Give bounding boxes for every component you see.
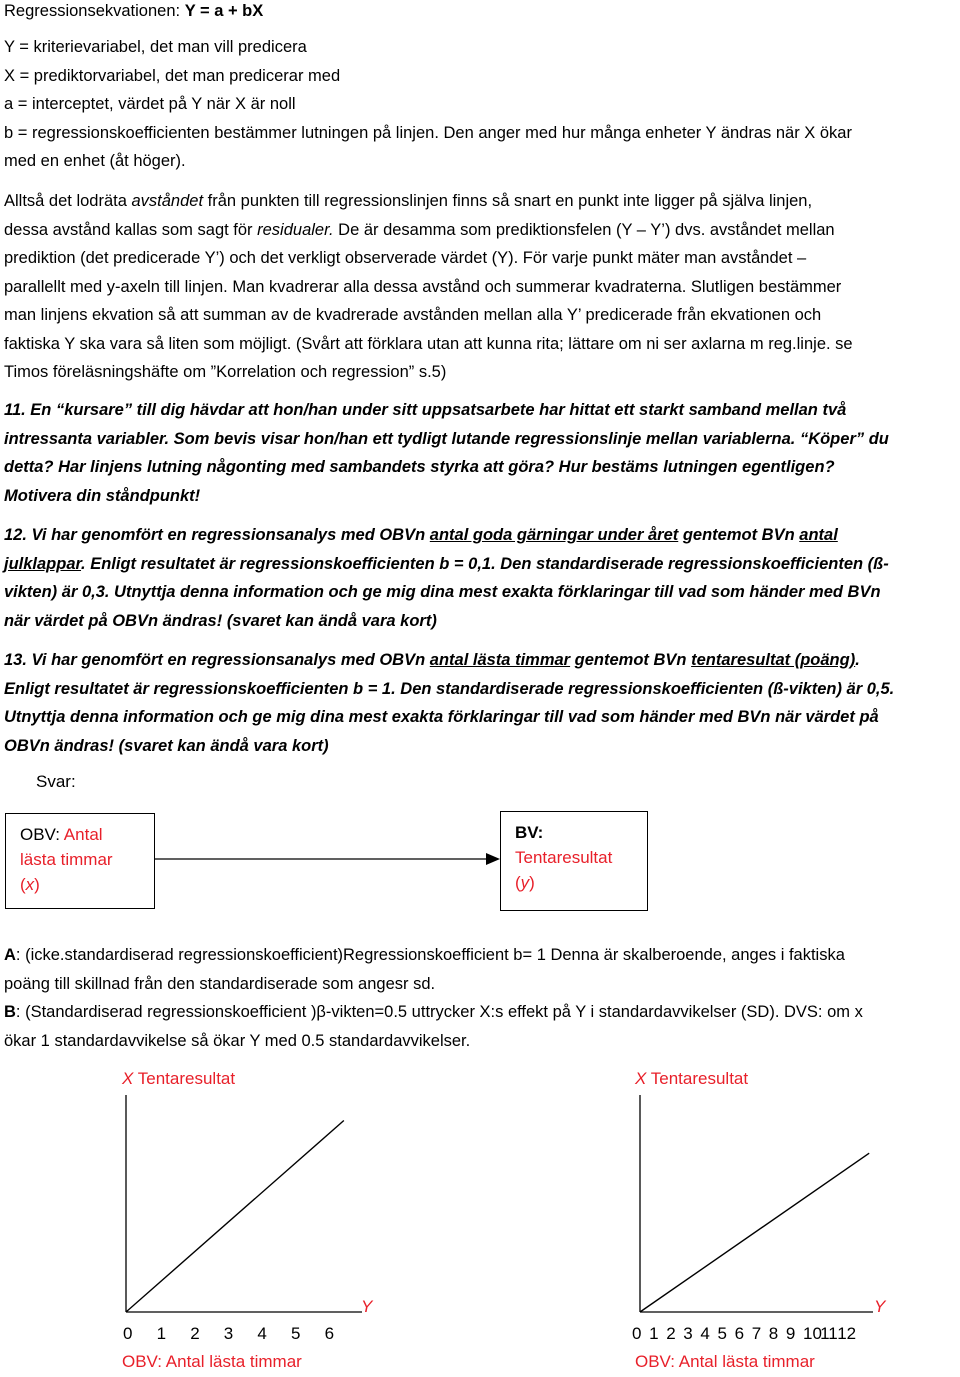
- chart1-tick-label: 5: [291, 1324, 301, 1343]
- definition-y: Y = kriterievariabel, det man vill predicera: [4, 38, 307, 56]
- explanation-b-line-1: B: (Standardiserad regressionskoefficient )β-vikten=0.5 uttrycker X:s effekt på Y i standardavvikelser (SD). DVS: om x: [4, 1003, 863, 1021]
- chart1-x-axis-var: Y: [361, 1297, 373, 1316]
- residual-line-1: Alltså det lodräta avståndet från punkten till regressionslinjen finns så snart en punkt inte ligger på själva linjen,: [4, 192, 813, 210]
- chart2-tick-label: 0: [632, 1324, 642, 1343]
- definition-b: b = regressionskoefficienten bestämmer lutningen på linjen. Den anger med hur många enheter Y ändras när X ökar: [4, 123, 852, 142]
- q11-line-1: 11. En “kursare” till dig hävdar att hon/han under sitt uppsatsarbete har hittat ett starkt samband mellan två: [4, 401, 847, 419]
- chart2-tick-label: 8: [768, 1324, 779, 1343]
- obv-line-1: [20, 822, 140, 847]
- q12-line-2: julklappar. Enligt resultatet är regressionskoefficienten b = 0,1. Den standardiserade regressionskoefficienten (ß-: [4, 554, 889, 573]
- bv-label: BV:: [515, 823, 544, 842]
- explanations: [4, 941, 956, 1055]
- chart1-x-axis-label: OBV: Antal lästa timmar: [122, 1352, 302, 1371]
- chart1-y-axis-label: X Tentaresultat: [122, 1069, 236, 1088]
- residual-line-5: man linjens ekvation så att summan av de kvadrerade avstånden mellan alla Y’ predicerade från ekvationen och: [4, 306, 822, 324]
- chart2-x-axis-label: OBV: Antal lästa timmar: [635, 1352, 815, 1371]
- chart2-tick-label: 5: [717, 1324, 727, 1343]
- bv-line-1: Tentaresultat: [515, 848, 613, 867]
- q13-line-4: OBVn ändras! (svaret kan ändå vara kort): [4, 736, 329, 755]
- chart2-tick-label: 11: [820, 1324, 838, 1343]
- residual-line-3: prediktion (det predicerade Y’) och det verkligt observerade värdet (Y). För varje punkt mäter man avståndet –: [4, 249, 807, 267]
- obv-text-1: Antal: [63, 825, 103, 844]
- heading-prefix: Regressionsekvationen:: [4, 2, 185, 20]
- explanation-a-line-1: A: (icke.standardiserad regressionskoefficient)Regressionskoefficient b= 1 Denna är skalberoende, anges i faktiska: [4, 946, 845, 964]
- explanation-b-line-2: ökar 1 standardavvikelse så ökar Y med 0.5 standardavvikelser.: [4, 1031, 471, 1050]
- q13-line-2: Enligt resultatet är regressionskoefficienten b = 1. Den standardiserade regressionskoefficienten (ß-vikten) är 0,5.: [4, 679, 895, 698]
- chart1-tick-label: 2: [190, 1324, 200, 1343]
- equation-heading: [4, 0, 956, 26]
- chart2-tick-label: 12: [837, 1324, 857, 1343]
- residual-line-7: Timos föreläsningshäfte om ”Korrelation och regression” s.5): [4, 363, 447, 381]
- explanation-a-line-2: poäng till skillnad från den standardiserade som angesr sd.: [4, 974, 436, 993]
- residual-line-6: faktiska Y ska vara så liten som möjligt. (Svårt att förklara utan att kunna rita; lättare om ni ser axlarna m reg.linje. se: [4, 334, 853, 353]
- residual-line-4: parallellt med y-axeln till linjen. Man kvadrerar alla dessa avstånd och summerar kvadraterna. Slutligen bestämmer: [4, 277, 842, 296]
- definitions: [4, 33, 956, 176]
- chart2-y-axis-label: X Tentaresultat: [635, 1069, 749, 1088]
- obv-line-2: lästa timmar: [20, 850, 113, 869]
- answer-label: Svar:: [36, 772, 76, 791]
- chart2-tick-label: 4: [700, 1324, 710, 1343]
- q11-line-3: detta? Har linjens lutning någonting med sambandets styrka att göra? Hur bestäms lutningen egentligen?: [4, 458, 835, 476]
- question-11: [4, 396, 956, 510]
- chart1-tick-label: 3: [223, 1324, 234, 1343]
- question-12: [4, 521, 956, 635]
- definition-b-cont: med en enhet (åt höger).: [4, 152, 186, 170]
- bv-line-2: (y): [515, 873, 535, 892]
- chart2-tick-label: 1: [649, 1324, 659, 1343]
- question-13: [4, 646, 956, 760]
- definition-a: a = interceptet, värdet på Y när X är noll: [4, 95, 296, 113]
- obv-box: [5, 813, 155, 909]
- chart2-tick-label: 9: [785, 1324, 796, 1343]
- chart2-regression-line: [640, 1153, 869, 1312]
- q13-line-1: 13. Vi har genomfört en regressionsanalys med OBVn antal lästa timmar gentemot BVn tentaresultat (poäng).: [4, 651, 860, 669]
- chart1-tick-label: 0: [123, 1324, 133, 1343]
- chart1-tick-label: 4: [257, 1324, 267, 1343]
- chart2-tick-label: 3: [683, 1324, 693, 1343]
- q11-line-4: Motivera din ståndpunkt!: [4, 486, 201, 505]
- q12-line-3: vikten) är 0,3. Utnyttja denna information och ge mig dina mest exakta förklaringar till vad som händer med BVn: [4, 583, 881, 601]
- q11-line-2: intressanta variabler. Som bevis visar hon/han ett tydligt lutande regressionslinje mellan variablerna. “Köper” du: [4, 429, 889, 448]
- q12-line-4: när värdet på OBVn ändras! (svaret kan ändå vara kort): [4, 611, 437, 630]
- chart2-tick-label: 6: [734, 1324, 745, 1343]
- residual-paragraph: [4, 187, 956, 387]
- q12-line-1: 12. Vi har genomfört en regressionsanalys med OBVn antal goda gärningar under året gentemot BVn antal: [4, 526, 838, 544]
- chart1-tick-label: 6: [324, 1324, 335, 1343]
- residual-line-2: dessa avstånd kallas som sagt för residualer. De är desamma som prediktionsfelen (Y – Y’) dvs. avståndet mellan: [4, 220, 835, 239]
- chart2-tick-label: 10: [803, 1324, 822, 1343]
- obv-line-3: (x): [20, 875, 40, 894]
- chart1-tick-label: 1: [156, 1324, 167, 1343]
- arrow-head-icon: [486, 853, 500, 865]
- chart2-x-axis-var: Y: [874, 1297, 886, 1316]
- chart1-regression-line: [126, 1121, 344, 1312]
- chart2-tick-label: 7: [751, 1324, 762, 1343]
- q13-line-3: Utnyttja denna information och ge mig dina mest exakta förklaringar till vad som händer med BVn när värdet på: [4, 708, 879, 726]
- obv-label: OBV:: [20, 825, 60, 844]
- bv-box: [500, 811, 648, 911]
- definition-x: X = prediktorvariabel, det man predicerar med: [4, 66, 341, 85]
- chart2-tick-label: 2: [666, 1324, 676, 1343]
- heading-equation: Y = a + bX: [184, 2, 264, 20]
